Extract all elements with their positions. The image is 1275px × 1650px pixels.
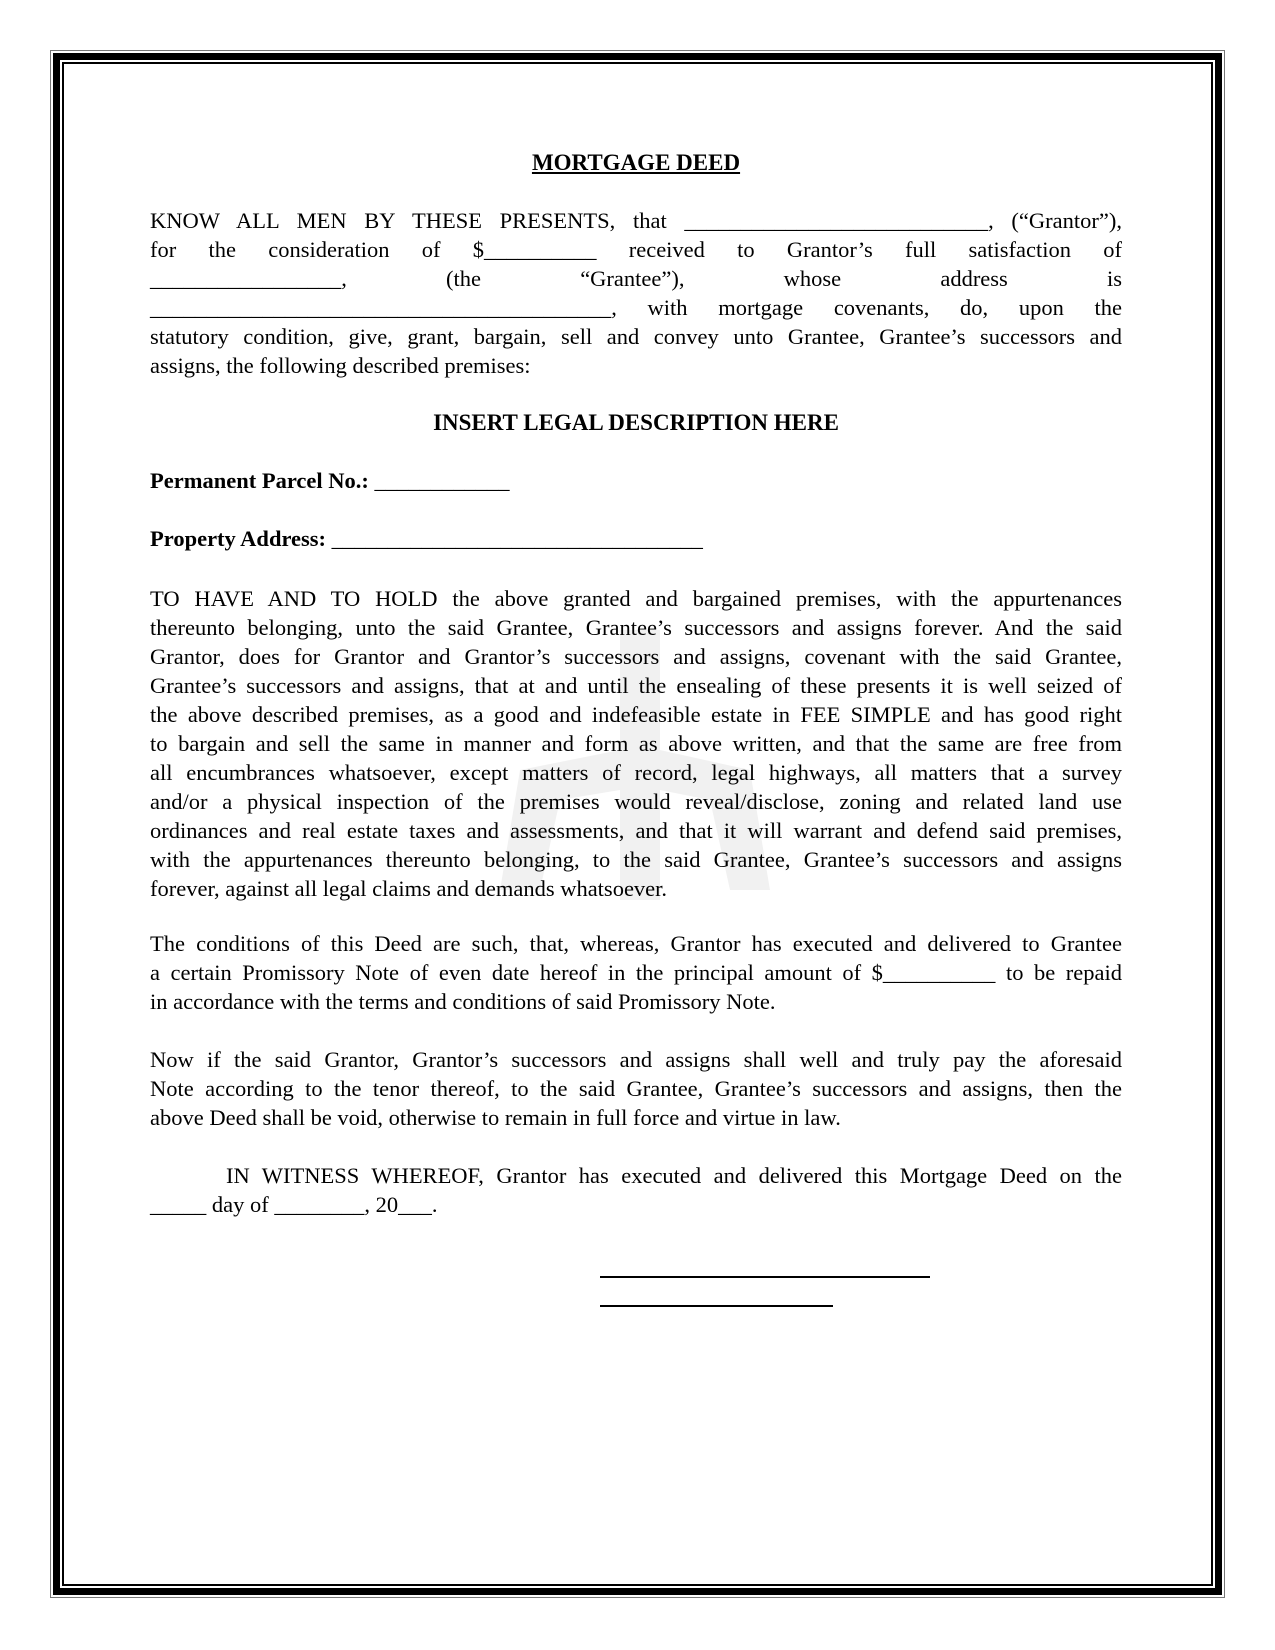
habendum-line: all encumbrances whatsoever, except matters of record, legal highways, all matters that a survey: [150, 760, 1122, 785]
conditions-line: a certain Promissory Note of even date hereof in the principal amount of $__________ to be repaid: [150, 960, 1122, 985]
parcel-number-label: Permanent Parcel No.:: [150, 468, 369, 493]
defeasance-line: Note according to the tenor thereof, to the said Grantee, Grantee’s successors and assigns, then the: [150, 1076, 1122, 1101]
witness-text: IN WITNESS WHEREOF, Grantor has executed and delivered this Mortgage Deed on the: [226, 1163, 1122, 1188]
intro-line: KNOW ALL MEN BY THESE PRESENTS, that ___________________________, (“Grantor”),: [150, 208, 1122, 233]
habendum-line: TO HAVE AND TO HOLD the above granted and bargained premises, with the appurtenances: [150, 586, 1122, 611]
intro-line: _________________________________________, with mortgage covenants, do, upon the: [150, 295, 1122, 320]
property-address-field: [150, 526, 703, 552]
defeasance-line: above Deed shall be void, otherwise to remain in full force and virtue in law.: [150, 1105, 841, 1130]
printed-name-line[interactable]: [600, 1305, 833, 1307]
defeasance-line: Now if the said Grantor, Grantor’s successors and assigns shall well and truly pay the aforesaid: [150, 1047, 1122, 1072]
habendum-line: and/or a physical inspection of the premises would reveal/disclose, zoning and related land use: [150, 789, 1122, 814]
habendum-line: Grantor, does for Grantor and Grantor’s successors and assigns, covenant with the said Grantee,: [150, 644, 1122, 669]
habendum-line: with the appurtenances thereunto belonging, to the said Grantee, Grantee’s successors and assigns: [150, 847, 1122, 872]
intro-line: for the consideration of $__________ received to Grantor’s full satisfaction of: [150, 237, 1122, 262]
habendum-line: Grantee’s successors and assigns, that at and until the ensealing of these presents it is well seized of: [150, 673, 1122, 698]
document-title: MORTGAGE DEED: [531, 150, 741, 175]
habendum-paragraph: [150, 584, 1122, 903]
witness-date-line: _____ day of ________, 20___.: [150, 1192, 438, 1217]
legal-description-heading: INSERT LEGAL DESCRIPTION HERE: [433, 410, 839, 435]
parcel-number-field: [150, 468, 510, 494]
witness-paragraph: [150, 1161, 1122, 1219]
habendum-line: the above described premises, as a good and indefeasible estate in FEE SIMPLE and has good right: [150, 702, 1122, 727]
witness-line: [150, 1161, 1122, 1190]
intro-line: _________________, (the “Grantee”), whose address is: [150, 266, 1122, 291]
parcel-number-blank[interactable]: ____________: [374, 468, 510, 493]
habendum-line: thereunto belonging, unto the said Grantee, Grantee’s successors and assigns forever. And the said: [150, 615, 1122, 640]
conditions-line: The conditions of this Deed are such, that, whereas, Grantor has executed and delivered to Grantee: [150, 931, 1122, 956]
property-address-label: Property Address:: [150, 526, 327, 551]
intro-line: statutory condition, give, grant, bargain, sell and convey unto Grantee, Grantee’s successors and: [150, 324, 1122, 349]
conditions-paragraph: [150, 929, 1122, 1016]
intro-line: assigns, the following described premises:: [150, 353, 531, 378]
property-address-blank[interactable]: _________________________________: [331, 526, 703, 551]
defeasance-paragraph: [150, 1045, 1122, 1132]
intro-paragraph: [150, 206, 1122, 380]
signature-line[interactable]: [600, 1276, 930, 1278]
conditions-line: in accordance with the terms and conditions of said Promissory Note.: [150, 989, 776, 1014]
habendum-line: to bargain and sell the same in manner and form as above written, and that the same are free from: [150, 731, 1122, 756]
habendum-line: ordinances and real estate taxes and assessments, and that it will warrant and defend said premises,: [150, 818, 1122, 843]
habendum-line: forever, against all legal claims and demands whatsoever.: [150, 876, 668, 901]
